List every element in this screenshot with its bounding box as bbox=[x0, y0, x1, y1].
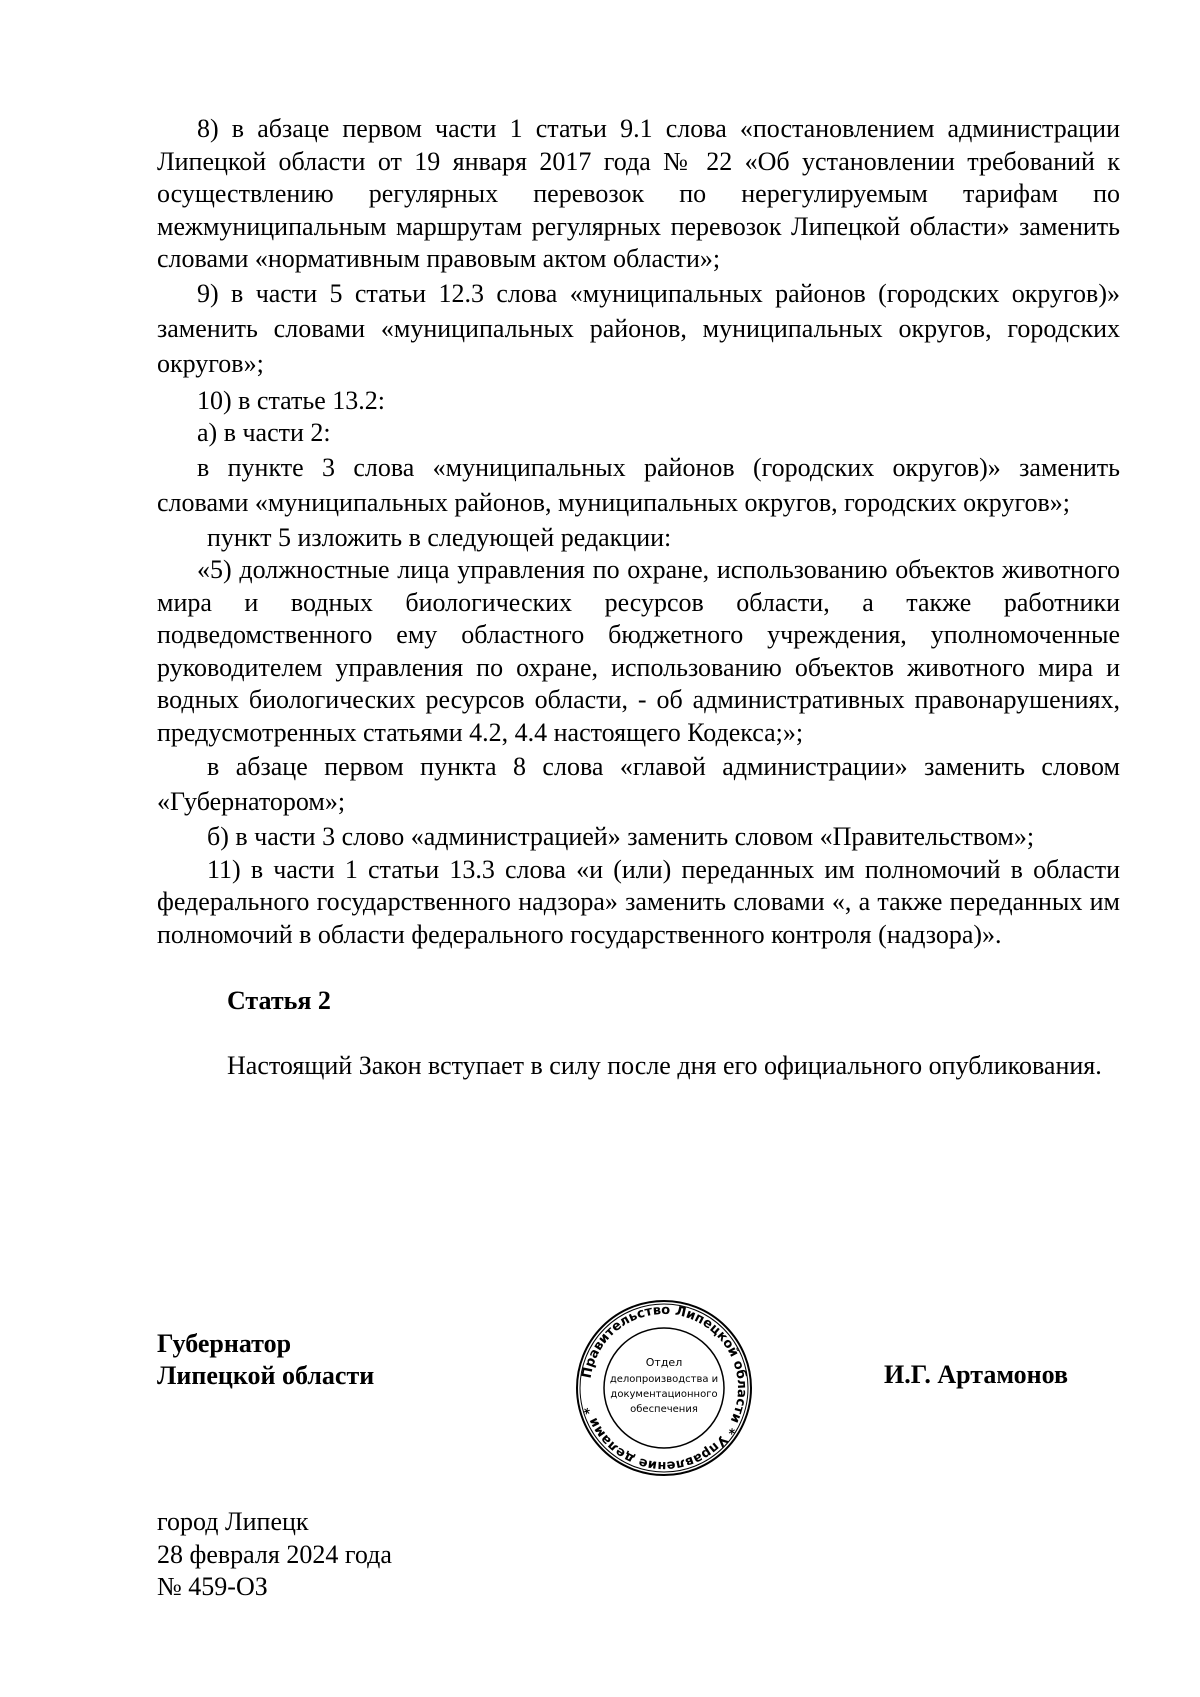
signature-position-line2: Липецкой области bbox=[157, 1361, 375, 1390]
article-2-body: Настоящий Закон вступает в силу после дня его официального опубликования. bbox=[227, 1050, 1102, 1080]
footer-date: 28 февраля 2024 года bbox=[157, 1539, 392, 1569]
paragraph-10a-point5-text: «5) должностные лица управления по охране, использованию объектов животного мира и водных биологических ресурсов области, а также работники подведомственного ему областного бюджетного учреждения, уполномоченные руководителем управления по охране, использованию объектов животного мира и водных биологических ресурсов области, - об административных правонарушениях, предусмотренных статьями 4.2, 4.4 настоящего Кодекса;»; bbox=[157, 555, 1120, 747]
seal-inner-line2: делопроизводства и bbox=[609, 1374, 719, 1385]
paragraph-10b: б) в части 3 слово «администрацией» заменить словом «Правительством»; bbox=[207, 822, 1035, 851]
signature-position-line1: Губернатор bbox=[157, 1329, 292, 1358]
article-2-title: Статья 2 bbox=[227, 986, 331, 1015]
paragraph-8: 8) в абзаце первом части 1 статьи 9.1 слова «постановлением администрации Липецкой области от 19 января 2017 года № 22 «Об установлении требований к осуществлению регулярных перевозок по нерегулируемым тарифам по межмуниципальным маршрутам регулярных перевозок Липецкой области» заменить словами «нормативным правовым актом области»; bbox=[157, 114, 1120, 273]
seal-inner-line3: документационного bbox=[610, 1389, 718, 1400]
seal-outer-text: Правительство Липецкой области * Управление делами * bbox=[579, 1302, 750, 1474]
paragraph-9: 9) в части 5 статьи 12.3 слова «муниципальных районов (городских округов)» заменить словами «муниципальных районов, муниципальных округов, городских округов»; bbox=[157, 278, 1120, 378]
footer-number: № 459-ОЗ bbox=[157, 1572, 268, 1601]
signature-position bbox=[157, 1328, 374, 1392]
paragraph-10a-point5-intro: пункт 5 изложить в следующей редакции: bbox=[207, 522, 672, 552]
paragraph-11: 11) в части 1 статьи 13.3 слова «и (или) переданных им полномочий в области федерального государственного надзора» заменить словами «, а также переданных им полномочий в области федерального государственного контроля (надзора)». bbox=[157, 854, 1120, 949]
seal-inner-line1: Отдел bbox=[645, 1356, 683, 1369]
footer-city: город Липецк bbox=[157, 1507, 309, 1536]
paragraph-10a: а) в части 2: bbox=[197, 418, 331, 447]
seal-inner-line4: обеспечения bbox=[630, 1404, 698, 1415]
document-footer bbox=[157, 1506, 392, 1604]
document-body bbox=[157, 113, 1120, 1082]
paragraph-10a-point8: в абзаце первом пункта 8 слова «главой администрации» заменить словом «Губернатором»; bbox=[157, 752, 1120, 816]
signature-name: И.Г. Артамонов bbox=[884, 1360, 1069, 1389]
paragraph-10: 10) в статье 13.2: bbox=[197, 385, 386, 415]
official-seal-icon bbox=[574, 1298, 754, 1478]
paragraph-10a-point3: в пункте 3 слова «муниципальных районов (городских округов)» заменить словами «муниципальных районов, муниципальных округов, городских округов»; bbox=[157, 452, 1120, 517]
